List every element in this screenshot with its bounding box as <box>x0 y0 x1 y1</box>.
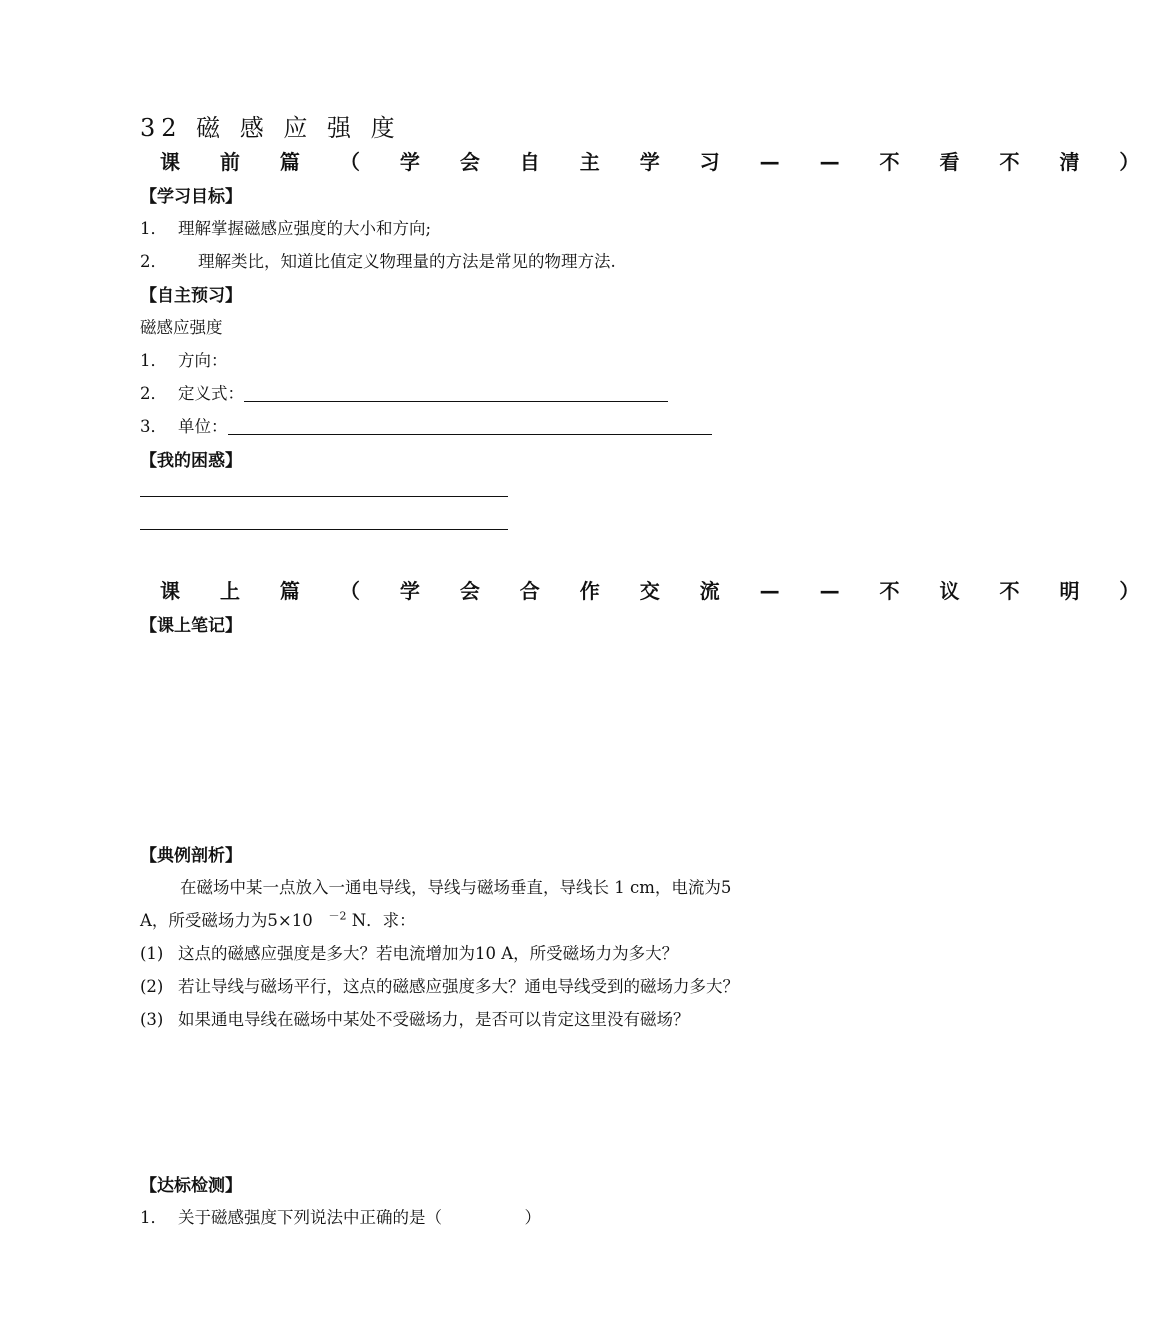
preview-subtitle: 磁感应强度 <box>140 318 223 337</box>
example-question: (3) 如果通电导线在磁场中某处不受磁场力，是否可以肯定这里没有磁场？ <box>140 1010 690 1029</box>
unit-blank[interactable] <box>228 416 712 435</box>
objective-item: 1． 理解掌握磁感应强度的大小和方向; <box>140 219 432 238</box>
check-title: 【达标检测】 <box>140 1176 242 1196</box>
exponent: －2 <box>328 909 347 923</box>
page-title: 32 磁 感 应 强 度 <box>140 114 401 142</box>
objectives-title: 【学习目标】 <box>140 187 242 207</box>
example-question: (1) 这点的磁感应强度是多大？若电流增加为10 A，所受磁场力为多大？ <box>140 944 679 963</box>
example-paragraph-line1: 在磁场中某一点放入一通电导线，导线与磁场垂直，导线长 1 cm，电流为5 <box>180 878 732 897</box>
example-paragraph-line2: A，所受磁场力为5×10 $^{-2}$ N．求： <box>140 909 416 930</box>
definition-blank[interactable] <box>244 383 668 402</box>
confusion-line[interactable] <box>140 496 508 497</box>
confusion-line[interactable] <box>140 529 508 530</box>
notes-title: 【课上笔记】 <box>140 616 242 636</box>
preview-item-unit: 3． 单位： <box>140 413 712 437</box>
pre-class-heading: 课 前 篇 （ 学 会 自 主 学 习 — — 不 看 不 清 ） <box>160 150 1156 174</box>
preview-item-definition: 2． 定义式： <box>140 380 668 404</box>
preview-title: 【自主预习】 <box>140 286 242 306</box>
objective-item: 2． 理解类比，知道比值定义物理量的方法是常见的物理方法. <box>140 252 616 271</box>
in-class-heading: 课 上 篇 （ 学 会 合 作 交 流 — — 不 议 不 明 ） <box>160 579 1156 603</box>
example-title: 【典例剖析】 <box>140 846 242 866</box>
example-question: (2) 若让导线与磁场平行，这点的磁感应强度多大？通电导线受到的磁场力多大？ <box>140 977 739 996</box>
preview-item-direction: 1． 方向： <box>140 351 228 370</box>
confusion-title: 【我的困惑】 <box>140 451 242 471</box>
check-question-1: 1． 关于磁感强度下列说法中正确的是（ ） <box>140 1208 541 1227</box>
